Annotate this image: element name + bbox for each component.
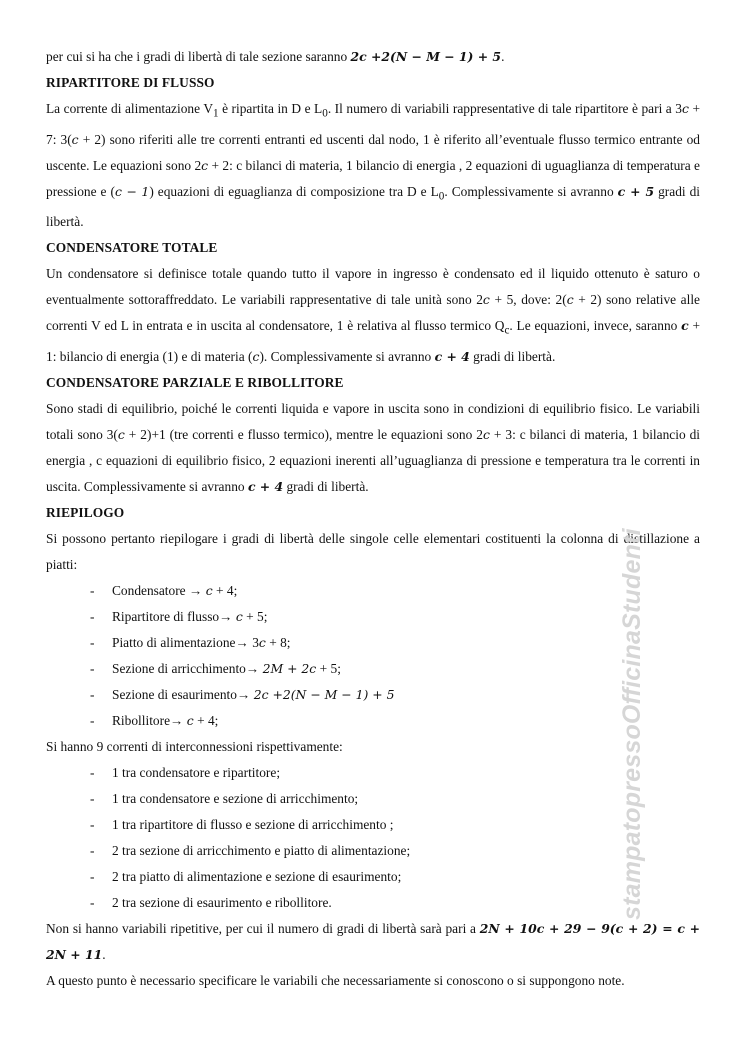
list-item: - 1 tra ripartitore di flusso e sezione di arricchimento ; (90, 817, 394, 833)
intro-formula: 2c +2(N − M − 1) + 5 (350, 49, 502, 64)
heading-ripartitore: RIPARTITORE DI FLUSSO (46, 75, 215, 90)
list-item: - 2 tra sezione di esaurimento e ribollitore. (90, 895, 332, 911)
list-item: - 2 tra piatto di alimentazione e sezione di esaurimento; (90, 869, 402, 885)
correnti-intro: Si hanno 9 correnti di interconnessioni rispettivamente: (46, 739, 343, 755)
heading-condensatore-totale: CONDENSATORE TOTALE (46, 240, 218, 256)
heading-condensatore-parziale: CONDENSATORE PARZIALE E RIBOLLITORE (46, 375, 344, 391)
ripartitore-result: c + 5 (617, 183, 655, 199)
final-paragraph: Non si hanno variabili ripetitive, per cui il numero di gradi di libertà sarà pari a 2N + 10c + 29 − 9(c + 2) = c + 2N + 11. (46, 921, 700, 963)
condensatore-result: c + 4 (434, 349, 470, 365)
list-item: - Ripartitore di flusso→ c + 5; (90, 609, 268, 625)
parziale-paragraph: Sono stadi di equilibrio, poiché le correnti liquida e vapore in uscita sono in condizioni di equilibrio fisico. Le variabili totali sono 3(c + 2)+1 (tre correnti e flusso termico), mentre le equazioni sono 2c + 3: c bilanci di materia, 1 bilancio di energia , c equazioni di equilibrio fisico, 2 equazioni inerenti all’uguaglianza di pressione e temperatura tra le correnti in uscita. Complessivamente si avranno c + 4 gradi di libertà. (46, 401, 701, 495)
gradi-list (46, 578, 700, 734)
final-formula: 2N + 10c + 29 − 9(c + 2) = c + 2N + 11 (46, 921, 700, 963)
list-item: - Piatto di alimentazione→ 3c + 8; (90, 635, 291, 651)
parziale-result: c + 4 (247, 479, 284, 495)
list-item: - Ribollitore→ c + 4; (90, 713, 219, 729)
list-item: - 2 tra sezione di arricchimento e piatto di alimentazione; (90, 843, 411, 859)
list-item: - 1 tra condensatore e sezione di arricchimento; (90, 791, 359, 807)
list-item: - Condensatore → c + 4; (90, 583, 238, 599)
riepilogo-intro: Si possono pertanto riepilogare i gradi di libertà delle singole celle elementari costituenti la colonna di distillazione a piatti: (46, 531, 700, 573)
document-page (46, 44, 700, 994)
correnti-list (46, 760, 700, 916)
intro-paragraph: per cui si ha che i gradi di libertà di tale sezione saranno 2c +2(N − M − 1) + 5. (46, 49, 505, 64)
watermark: stampatopressoOfficinaStudenti (618, 528, 646, 920)
list-item: - 1 tra condensatore e ripartitore; (90, 765, 281, 781)
heading-riepilogo: RIEPILOGO (46, 505, 125, 521)
list-item: - Sezione di arricchimento→ 2M + 2c + 5; (90, 661, 341, 677)
list-item: - Sezione di esaurimento→ 2c +2(N − M − 1) + 5 (90, 687, 395, 703)
ripartitore-paragraph: La corrente di alimentazione $V_1$ è ripartita in D e $L_0$. Il numero di variabili rappresentative di tale ripartitore è pari a 3c + 7: 3(c + 2) sono riferiti alle tre correnti entranti ed uscenti dal nodo, 1 è riferito all’eventuale flusso termico entrante od uscente. Le equazioni sono 2c + 2: c bilanci di materia, 1 bilancio di energia , 2 equazioni di uguaglianza di temperatura e pressione e (c − 1) equazioni di eguaglianza di composizione tra D e $L_0$. Complessivamente si avranno c + 5 gradi di libertà. (46, 101, 701, 230)
condensatore-paragraph: Un condensatore si definisce totale quando tutto il vapore in ingresso è condensato ed il liquido ottenuto è saturo o eventualmente sottoraffreddato. Le variabili rappresentative di tale unità sono 2c + 5, dove: 2(c + 2) sono relative alle correnti V ed L in entrata e in uscita al condensatore, 1 è relativa al flusso termico $Q_c$. Le equazioni, invece, saranno c + 1: bilancio di energia (1) e di materia (c). Complessivamente si avranno c + 4 gradi di libertà. (46, 266, 701, 365)
closing-paragraph: A questo punto è necessario specificare le variabili che necessariamente si conoscono o si suppongono note. (46, 973, 625, 989)
